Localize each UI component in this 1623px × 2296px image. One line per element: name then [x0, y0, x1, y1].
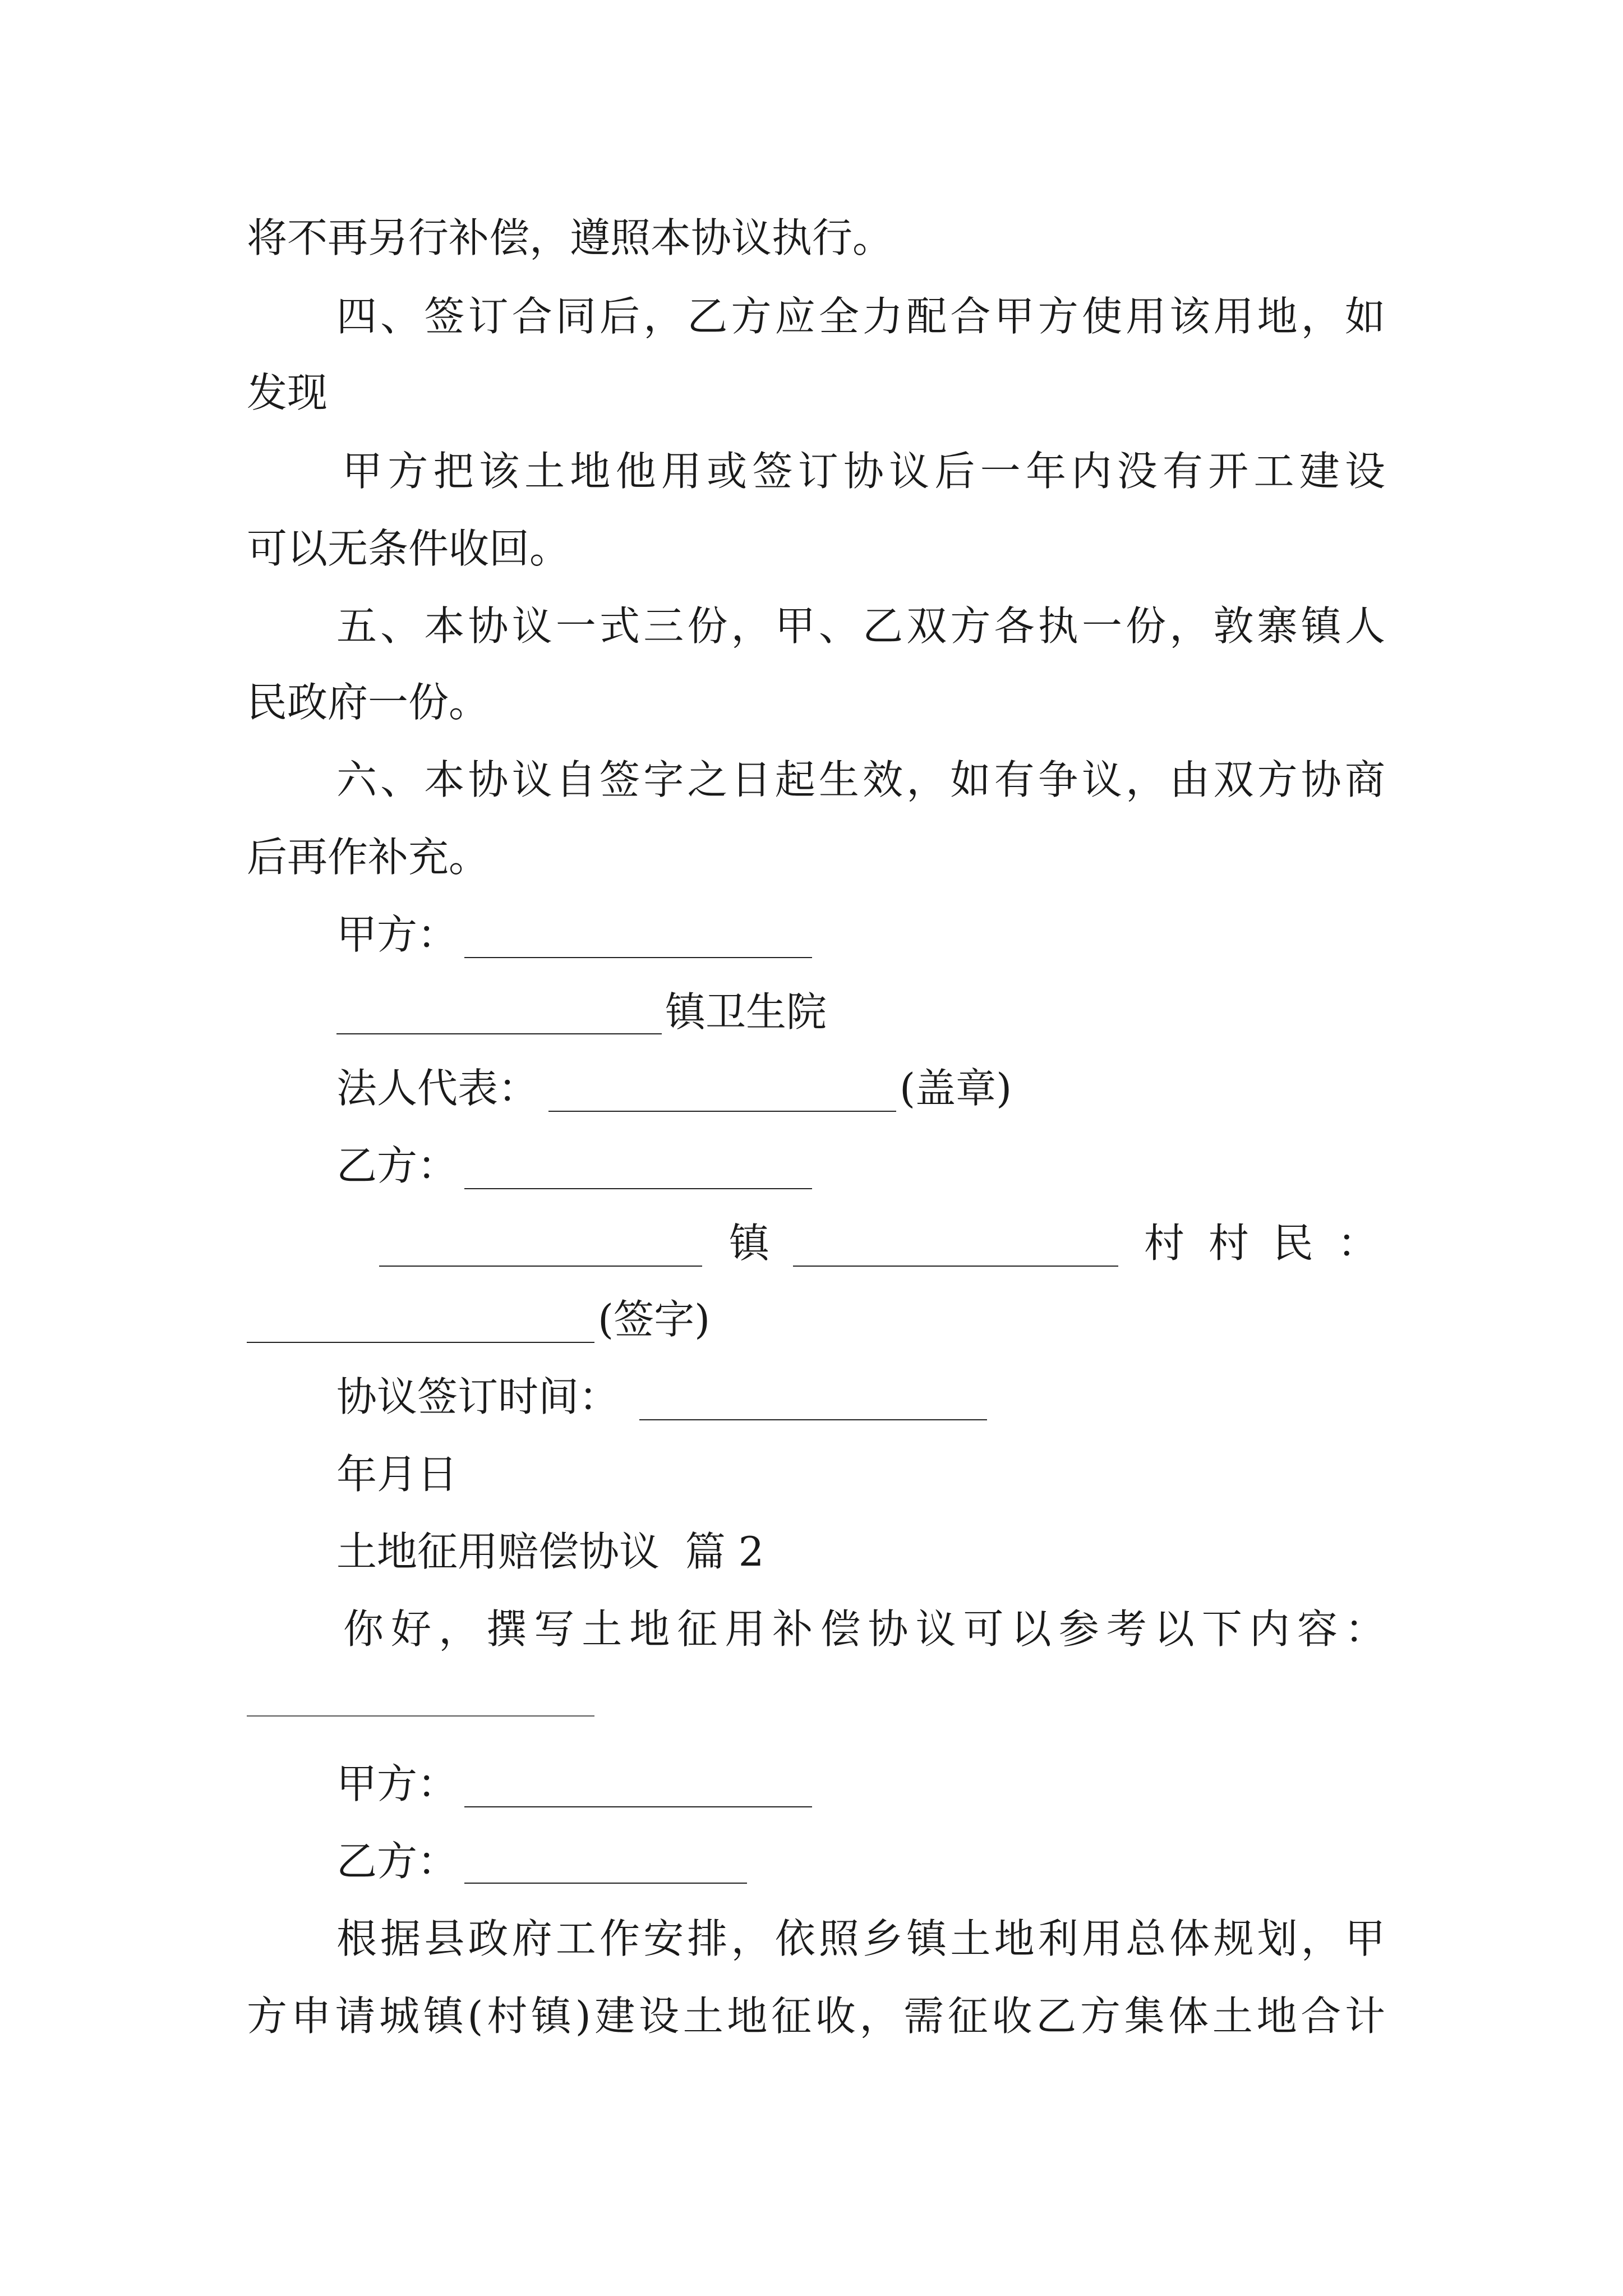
legal-rep-blank[interactable]: [548, 1111, 896, 1112]
villager-signature-blank[interactable]: [247, 1342, 594, 1343]
clause-4-line: 四、签订合同后，乙方应全力配合甲方使用该用地，如: [336, 293, 1385, 340]
text-line-4: 甲方把该土地他用或签订协议后一年内没有开工建设: [342, 448, 1385, 495]
intro-blank: [247, 1715, 594, 1717]
party-a-label: 甲方：: [336, 911, 458, 958]
party-a-blank[interactable]: [464, 957, 812, 958]
clause-6-line: 六、本协议自签字之日起生效，如有争议，由双方协商: [336, 756, 1385, 803]
town-label: 镇: [729, 1220, 770, 1267]
party-b-label: 乙方：: [336, 1142, 458, 1189]
section2-party-b-blank[interactable]: [464, 1883, 747, 1884]
section2-party-b-label: 乙方：: [336, 1838, 458, 1885]
paragraph-line-2: 方申请城镇(村镇)建设土地征收，需征收乙方集体土地合计: [247, 1993, 1385, 2040]
date-label: 年月日: [336, 1451, 458, 1498]
section-heading: 土地征用赔偿协议 篇 2: [336, 1528, 764, 1575]
town-blank[interactable]: [379, 1266, 702, 1267]
intro-line: 你好，撰写土地征用补偿协议可以参考以下内容：: [343, 1605, 1385, 1653]
text-line-3: 发现: [247, 369, 328, 416]
villager-label: 村 村 民 ：: [1144, 1220, 1378, 1267]
signature-label: (签字): [598, 1296, 711, 1343]
seal-label: (盖章): [900, 1065, 1012, 1112]
text-line-5: 可以无条件收回。: [247, 525, 570, 572]
hospital-label: 镇卫生院: [665, 988, 827, 1036]
sign-time-blank[interactable]: [639, 1419, 987, 1420]
legal-rep-label: 法人代表：: [336, 1065, 539, 1112]
section2-party-a-blank[interactable]: [464, 1806, 812, 1807]
section2-party-a-label: 甲方：: [336, 1760, 458, 1807]
village-blank[interactable]: [793, 1266, 1118, 1267]
clause-5-line: 五、本协议一式三份，甲、乙双方各执一份，敦寨镇人: [336, 602, 1385, 650]
paragraph-line-1: 根据县政府工作安排，依照乡镇土地利用总体规划，甲: [336, 1915, 1385, 1962]
text-line-7: 民政府一份。: [247, 679, 490, 726]
sign-time-label: 协议签订时间：: [336, 1373, 620, 1420]
text-line-9: 后再作补充。: [247, 834, 490, 881]
text-line-1: 将不再另行补偿，遵照本协议执行。: [247, 214, 893, 261]
party-b-blank[interactable]: [464, 1188, 812, 1189]
hospital-blank[interactable]: [336, 1033, 662, 1034]
